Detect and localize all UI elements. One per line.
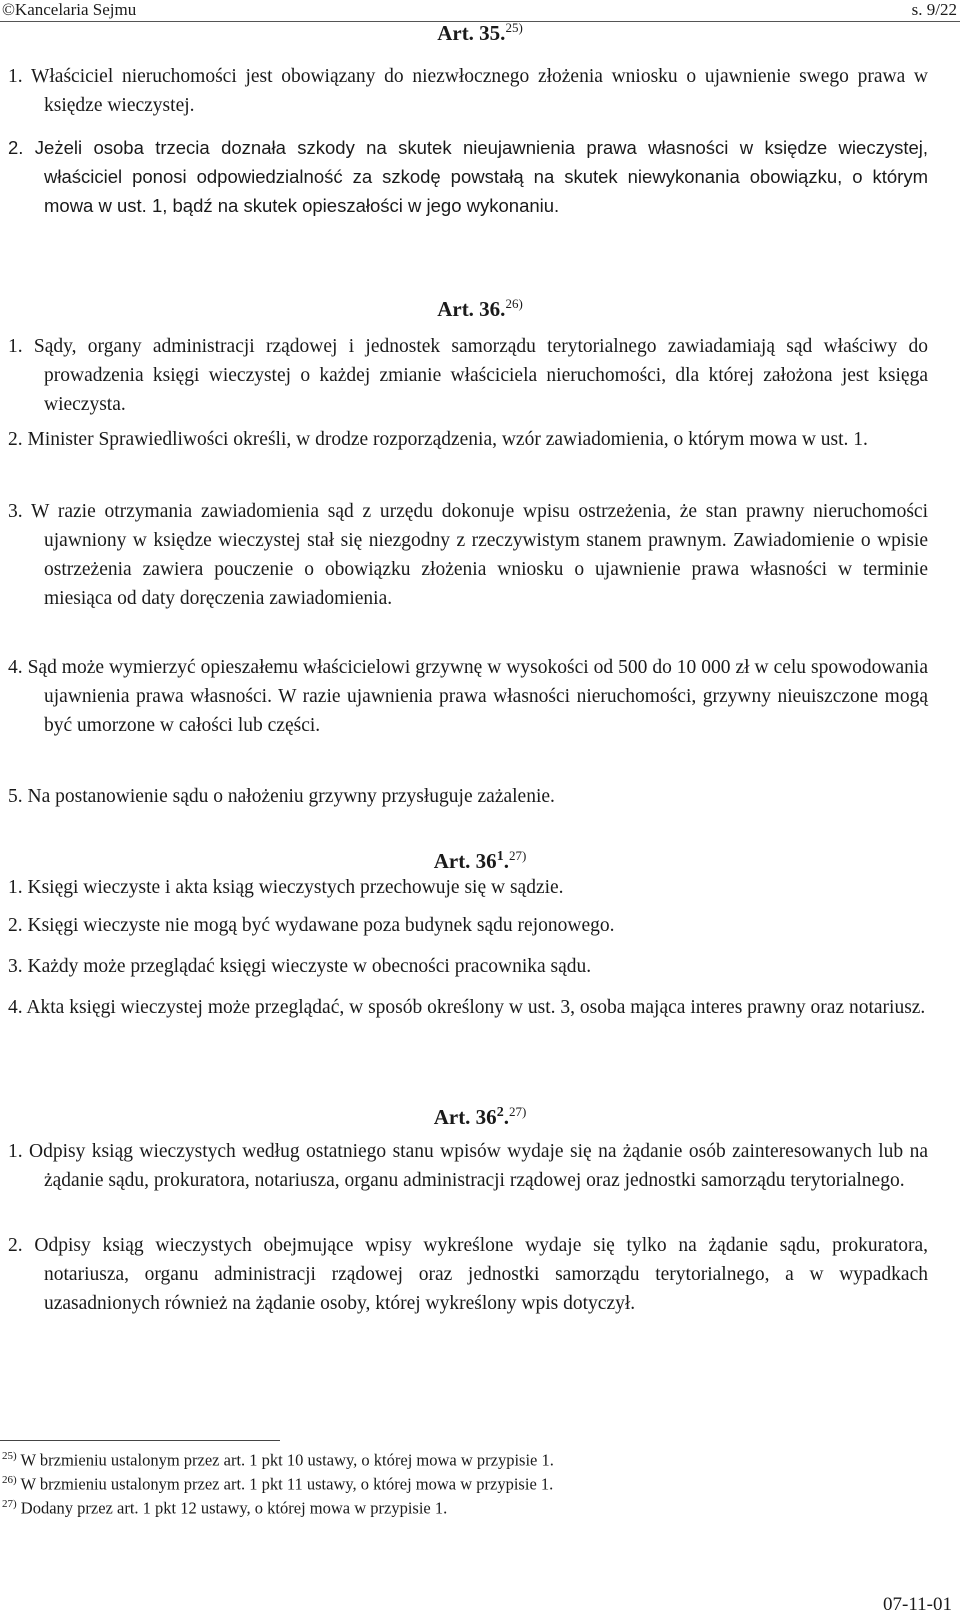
article-36-2-footnote-ref: 27) bbox=[508, 1104, 527, 1119]
article-36-1-title: Art. 36 bbox=[433, 849, 497, 873]
article-35-heading bbox=[0, 20, 960, 46]
footnote-26 bbox=[2, 1474, 553, 1495]
footnote-25-number: 25) bbox=[2, 1450, 17, 1462]
article-35-paragraph-2: 2. Jeżeli osoba trzecia doznała szkody na skutek nieujawnienia prawa własności w księdze wieczystej, właściciel ponosi odpowiedzialność za szkodę powstałą na skutek niewykonania obowiązku, o którym mowa w ust. 1, bądź na skutek opieszałości w jego wykonaniu. bbox=[8, 137, 928, 216]
footnote-26-text: W brzmieniu ustalonym przez art. 1 pkt 11 ustawy, o której mowa w przypisie 1. bbox=[20, 1474, 554, 1494]
article-36-2-title: Art. 36 bbox=[433, 1105, 497, 1129]
article-36-1-footnote-ref: 27) bbox=[508, 848, 527, 863]
article-36-footnote-ref: 26) bbox=[505, 296, 523, 311]
article-36-1-dot: . bbox=[503, 849, 509, 873]
article-36-1-paragraph-2: 2. Księgi wieczyste nie mogą być wydawane poza budynek sądu rejonowego. bbox=[8, 915, 615, 936]
footnote-27 bbox=[2, 1498, 447, 1519]
article-36-1-paragraph-1: 1. Księgi wieczyste i akta ksiąg wieczystych przechowuje się w sądzie. bbox=[8, 877, 564, 898]
footnote-25-text: W brzmieniu ustalonym przez art. 1 pkt 10 ustawy, o której mowa w przypisie 1. bbox=[20, 1450, 554, 1470]
article-36-1-superscript: 1 bbox=[496, 849, 504, 864]
footnote-27-text: Dodany przez art. 1 pkt 12 ustawy, o której mowa w przypisie 1. bbox=[20, 1498, 448, 1518]
article-36-1-heading bbox=[0, 848, 960, 874]
article-35-title: Art. 35. bbox=[437, 21, 506, 45]
article-36-1-paragraph-3: 3. Każdy może przeglądać księgi wieczyste w obecności pracownika sądu. bbox=[8, 956, 592, 977]
footnote-25 bbox=[2, 1450, 554, 1471]
page-number: s. 9/22 bbox=[911, 0, 957, 19]
article-36-2-paragraph-1: 1. Odpisy ksiąg wieczystych według ostatniego stanu wpisów wydaje się na żądanie osób zainteresowanych lub na żądanie sądu, prokuratora, notariusza, organu administracji rządowej oraz jednostki samorządu terytorialnego. bbox=[8, 1141, 928, 1191]
document-code: 07-11-01 bbox=[883, 1594, 952, 1615]
article-35-footnote-ref: 25) bbox=[505, 20, 523, 35]
article-35-paragraph-1: 1. Właściciel nieruchomości jest obowiązany do niezwłocznego złożenia wniosku o ujawnienie swego prawa w księdze wieczystej. bbox=[8, 66, 928, 116]
article-36-2-superscript: 2 bbox=[496, 1105, 504, 1120]
article-36-1-paragraph-4: 4. Akta księgi wieczystej może przeglądać, w sposób określony w ust. 3, osoba mająca interes prawny oraz notariusz. bbox=[8, 997, 926, 1018]
article-36-paragraph-3: 3. W razie otrzymania zawiadomienia sąd z urzędu dokonuje wpisu ostrzeżenia, że stan prawny nieruchomości ujawniony w księdze wieczystej stał się niezgodny z rzeczywistym stanem prawnym. Zawiadomienie o wpisie ostrzeżenia zawiera pouczenie o obowiązku złożenia wniosku o ujawnienie prawa własności w terminie miesiąca od daty doręczenia zawiadomienia. bbox=[8, 501, 928, 609]
footnote-27-number: 27) bbox=[2, 1498, 17, 1510]
article-36-paragraph-5: 5. Na postanowienie sądu o nałożeniu grzywny przysługuje zażalenie. bbox=[8, 786, 555, 807]
article-36-2-paragraph-2: 2. Odpisy ksiąg wieczystych obejmujące wpisy wykreślone wydaje się tylko na żądanie sądu, prokuratora, notariusza, organu administracji rządowej oraz jednostki samorządu terytorialnego, a w wypadkach uzasadnionych również na żądanie osoby, której wykreślony wpis dotyczył. bbox=[8, 1235, 928, 1314]
footnote-divider bbox=[0, 1440, 280, 1441]
article-36-heading bbox=[0, 296, 960, 322]
article-36-paragraph-4: 4. Sąd może wymierzyć opieszałemu właścicielowi grzywnę w wysokości od 500 do 10 000 zł w celu spowodowania ujawnienia prawa własności. W razie ujawnienia prawa własności nieruchomości, grzywny nieuiszczone mogą być umorzone w całości lub części. bbox=[8, 657, 928, 736]
publisher-label: ©Kancelaria Sejmu bbox=[2, 0, 137, 19]
article-36-paragraph-2: 2. Minister Sprawiedliwości określi, w drodze rozporządzenia, wzór zawiadomienia, o którym mowa w ust. 1. bbox=[8, 429, 868, 450]
article-36-2-heading bbox=[0, 1104, 960, 1130]
article-36-paragraph-1: 1. Sądy, organy administracji rządowej i jednostek samorządu terytorialnego zawiadamiają sąd właściwy do prowadzenia księgi wieczystej o każdej zmianie właściciela nieruchomości, dla której założona jest księga wieczysta. bbox=[8, 336, 928, 415]
page-header bbox=[0, 0, 960, 22]
article-36-title: Art. 36. bbox=[437, 297, 506, 321]
article-36-2-dot: . bbox=[503, 1105, 509, 1129]
footnote-26-number: 26) bbox=[2, 1474, 17, 1486]
